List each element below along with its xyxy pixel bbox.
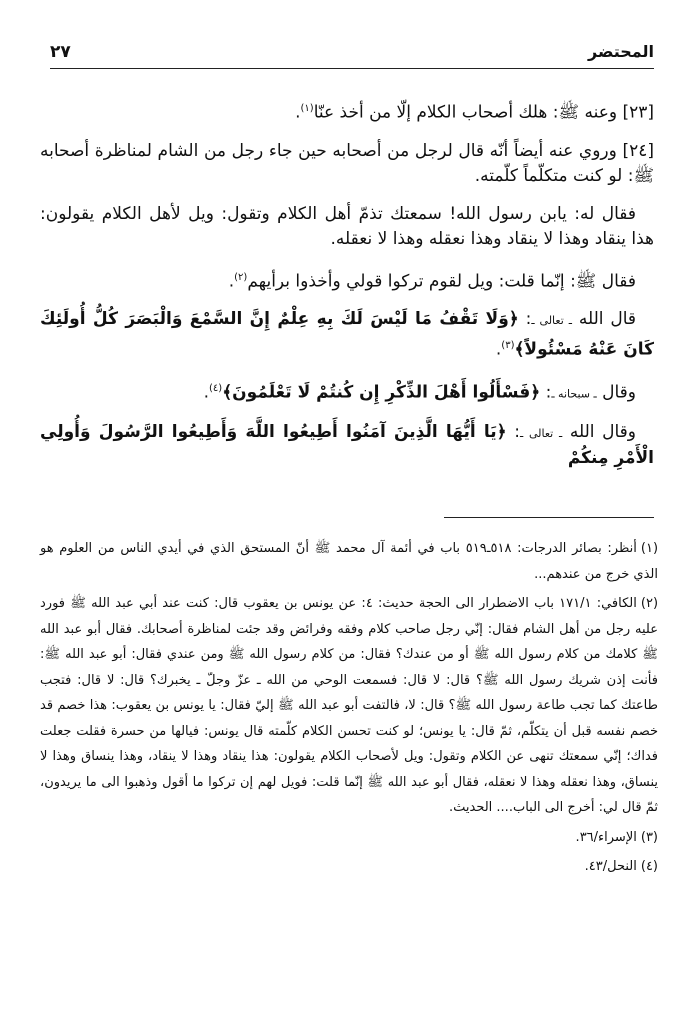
running-title: المحتضر [588, 42, 654, 61]
footnote-4: (٤)النحل/٤٣. [584, 859, 658, 874]
footnote-ref-1[interactable]: (١) [300, 103, 314, 114]
footnote-3: (٣)الإسراء/٣٦. [575, 829, 658, 845]
paragraph-verse-nahl: وقال ـ سبحانه ـ: ﴿فَسْأَلُوا أَهْلَ الذِّكْرِ إِن كُنتُمْ لَا تَعْلَمُونَ﴾$^{(٤)}$. [203, 382, 636, 403]
page-header [50, 40, 654, 69]
footnote-1: (١)أنظر: بصائر الدرجات: ٥١٨ـ٥١٩ باب في أئمة آل محمد ﷺ أنّ المستحق الذي في أيدي الناس من العلوم هو الذي خرج من عندهم... [40, 541, 659, 582]
quran-verse: ﴿وَلَا تَقْفُ مَا لَيْسَ لَكَ بِهِ عِلْمٌ إِنَّ السَّمْعَ وَالْبَصَرَ كُلُّ أُولَئِكَ كَانَ عَنْهُ مَسْئُولاً﴾ [40, 309, 654, 360]
paragraph-question: فقال له: يابن رسول الله! سمعتك تذمّ أهل الكلام وتقول: ويل لأهل الكلام يقولون: هذا ينقاد وهذا لا ينقاد وهذا نعقله وهذا لا نعقله. [40, 203, 654, 249]
quran-verse: ﴿يَا أَيُّهَا الَّذِينَ آمَنُوا أَطِيعُوا اللَّهَ وَأَطِيعُوا الرَّسُولَ وَأُولِي الْأَمْرِ مِنكُمْ [40, 421, 654, 468]
footnote-ref-3[interactable]: (٣) [501, 340, 515, 352]
paragraph-verse-isra: قال الله ـ تعالى ـ: ﴿وَلَا تَقْفُ مَا لَيْسَ لَكَ بِهِ عِلْمٌ إِنَّ السَّمْعَ وَالْبَصَرَ كُلُّ أُولَئِكَ كَانَ عَنْهُ مَسْئُولاً﴾$^{(٣)}$. [40, 309, 654, 360]
paragraph-23: [٢٣] وعنه ﷺ: هلك أصحاب الكلام إلّا من أخذ عنّا$^{(١)}$. [295, 102, 654, 123]
footnote-separator [444, 517, 654, 518]
footnote-ref-4[interactable]: (٤) [209, 382, 223, 394]
footnote-2: (٢)الكافي: ١٧١/١ باب الاضطرار الى الحجة حديث: ٤: عن يونس بن يعقوب قال: كنت عند أبي عبد الله ﷺ فورد عليه رجل من أهل الشام فقال: إنّي رجل صاحب كلام وفقه وفرائض وقد جئت لمناظرة أصحابك. فقال أبو عبد الله ﷺ كلامك من كلام رسول الله ﷺ أو من عندك؟ فقال: من كلام رسول الله ﷺ ومن عندي فقال: أبو عبد الله ﷺ: فأنت إذن شريك رسول الله ﷺ؟ قال: لا قال: فسمعت الوحي من الله ـ عزّ وجلّ ـ يخبرك؟ قال: لا قال: فتجب طاعتك كما تجب طاعة رسول الله ﷺ؟ قال: لا، فالتفت أبو عبد الله ﷺ إليّ فقال: يا يونس بن يعقوب: هذا خصم قد خصم نفسه قبل أن يتكلّم، ثمّ قال: يا يونس؛ لو كنت تحسن الكلام كلّمته قال يونس: فيالها من حسرة فقلت جعلت فداك؛ إنّي سمعتك تنهى عن الكلام وتقول: ويل لأصحاب الكلام يقولون: هذا ينقاد وهذا لا ينقاد، وهذا ينساق وهذا لا ينساق، وهذا نعقله وهذا لا نعقله، فقال أبو عبد الله ﷺ إنّما قلت: فويل لهم إن تركوا ما أقول وذهبوا الى ما يريدون، ثمّ قال لي: أخرج الى الباب.... الحديث. [40, 596, 659, 815]
paragraph-verse-nisa: وقال الله ـ تعالى ـ: ﴿يَا أَيُّهَا الَّذِينَ آمَنُوا أَطِيعُوا اللَّهَ وَأَطِيعُوا الرَّسُولَ وَأُولِي الْأَمْرِ مِنكُمْ [40, 421, 654, 468]
footnote-ref-2[interactable]: (٢) [234, 271, 248, 283]
footnotes [40, 536, 658, 884]
main-text [40, 96, 654, 484]
paragraph-answer: فقال ﷺ: إنّما قلت: ويل لقوم تركوا قولي وأخذوا برأيهم$^{(٢)}$. [228, 271, 636, 292]
page-number: ٢٧ [50, 42, 71, 62]
quran-verse: ﴿فَسْأَلُوا أَهْلَ الذِّكْرِ إِن كُنتُمْ لَا تَعْلَمُونَ﴾ [222, 382, 541, 403]
paragraph-24: [٢٤] وروي عنه أيضاً أنّه قال لرجل من أصحابه حين جاء رجل من الشام لمناظرة أصحابه ﷺ: لو كنت متكلّماً كلّمته. [40, 140, 654, 186]
